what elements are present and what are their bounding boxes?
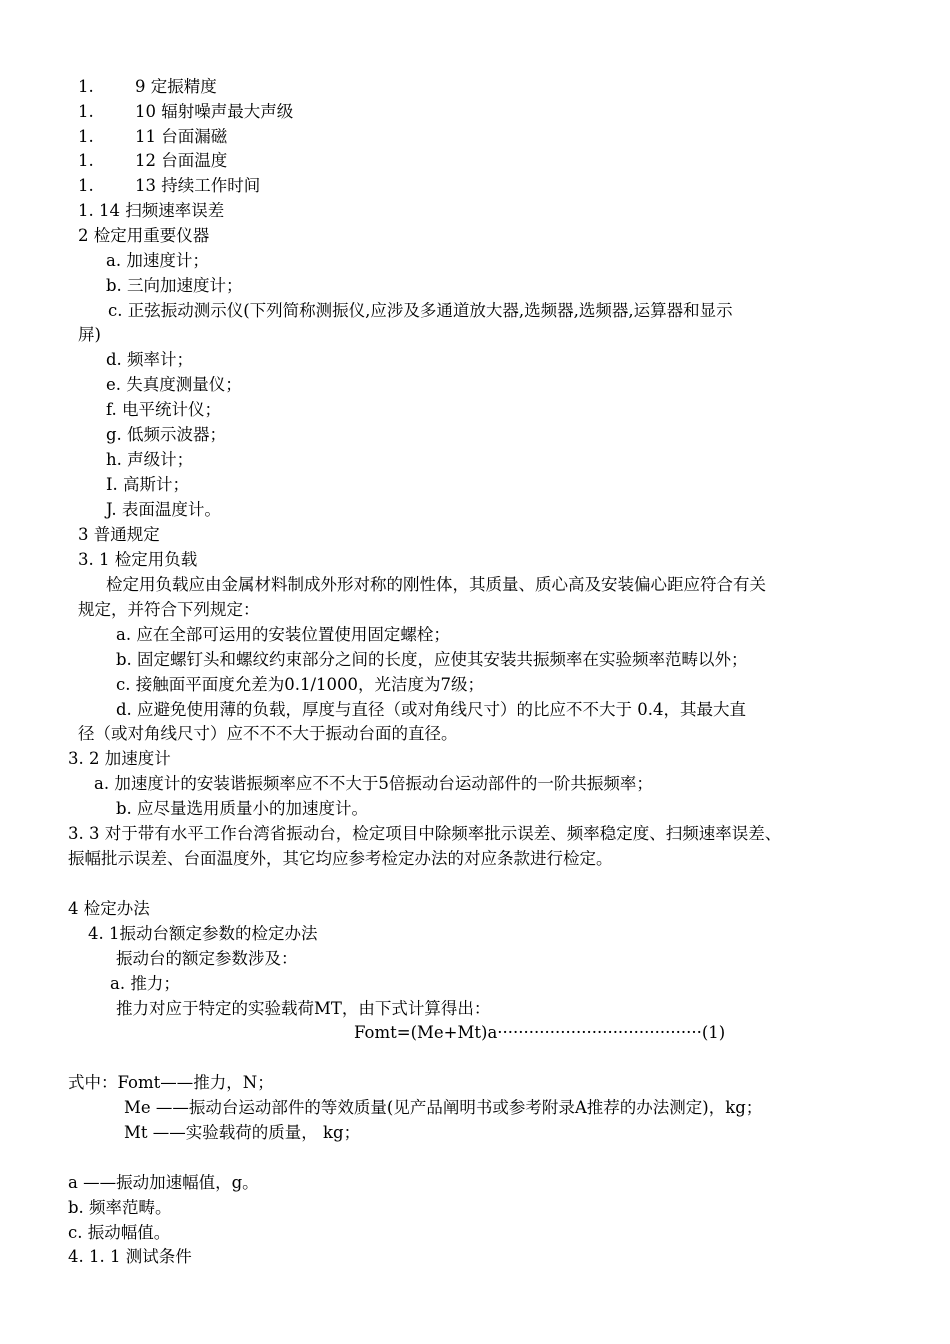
list-item: I. 高斯计； bbox=[106, 475, 190, 494]
list-item: a. 应在全部可运用的安装位置使用固定螺栓； bbox=[116, 625, 450, 644]
list-item: b. 三向加速度计； bbox=[106, 276, 243, 295]
subsection-heading: 3. 1 检定用负载 bbox=[78, 550, 198, 569]
list-item-continuation: 屏) bbox=[78, 325, 101, 344]
list-item: g. 低频示波器； bbox=[106, 425, 227, 444]
list-item: a. 加速度计的安装谐振频率应不不大于5倍振动台运动部件的一阶共振频率； bbox=[94, 774, 653, 793]
list-item: f. 电平统计仪； bbox=[106, 400, 222, 419]
paragraph: 规定，并符合下列规定： bbox=[78, 600, 260, 619]
list-item: a. 推力； bbox=[110, 974, 180, 993]
section-heading: 3 普通规定 bbox=[78, 525, 160, 544]
subsection-heading: 4. 1振动台额定参数的检定办法 bbox=[88, 924, 318, 943]
list-item: a. 加速度计； bbox=[106, 251, 209, 270]
list-item: b. 频率范畴。 bbox=[68, 1198, 172, 1217]
section-heading: 2 检定用重要仪器 bbox=[78, 226, 210, 245]
list-item: 1. 13 持续工作时间 bbox=[78, 176, 261, 195]
formula: Fomt=(Me+Mt)a·······································(1) bbox=[354, 1023, 726, 1042]
list-item: 1. 14 扫频速率误差 bbox=[78, 201, 225, 220]
list-item: h. 声级计； bbox=[106, 450, 194, 469]
list-item: J. 表面温度计。 bbox=[106, 500, 221, 519]
list-item: 1. 9 定振精度 bbox=[78, 77, 217, 96]
paragraph: 3. 3 对于带有水平工作台湾省振动台，检定项目中除频率批示误差、频率稳定度、扫频速率误差、 bbox=[68, 824, 782, 843]
paragraph: 振动台的额定参数涉及： bbox=[116, 949, 298, 968]
list-item: c. 接触面平面度允差为0.1/1000，光洁度为7级； bbox=[116, 675, 485, 694]
formula-legend: Me ——振动台运动部件的等效质量(见产品阐明书或参考附录A推荐的办法测定)，kg； bbox=[124, 1098, 763, 1117]
list-item: 1. 12 台面温度 bbox=[78, 151, 228, 170]
list-item: b. 应尽量选用质量小的加速度计。 bbox=[116, 799, 369, 818]
paragraph: 检定用负载应由金属材料制成外形对称的刚性体，其质量、质心高及安装偏心距应符合有关 bbox=[106, 575, 766, 594]
subsection-heading: 3. 2 加速度计 bbox=[68, 749, 171, 768]
list-item: b. 固定螺钉头和螺纹约束部分之间的长度，应使其安装共振频率在实验频率范畴以外； bbox=[116, 650, 748, 669]
list-item: e. 失真度测量仪； bbox=[106, 375, 242, 394]
section-heading: 4 检定办法 bbox=[68, 899, 150, 918]
list-item: c. 正弦振动测示仪(下列简称测振仪,应涉及多通道放大器,选频器,选频器,运算器和显示 bbox=[108, 301, 733, 320]
list-item: 1. 10 辐射噪声最大声级 bbox=[78, 102, 294, 121]
list-item: d. 应避免使用薄的负载，厚度与直径（或对角线尺寸）的比应不不大于 0.4，其最大直 bbox=[116, 700, 747, 719]
formula-legend: a ——振动加速幅值，g。 bbox=[68, 1173, 259, 1192]
paragraph: 推力对应于特定的实验载荷MT，由下式计算得出： bbox=[116, 999, 491, 1018]
list-item: c. 振动幅值。 bbox=[68, 1223, 171, 1242]
list-item: 1. 11 台面漏磁 bbox=[78, 127, 228, 146]
formula-legend: Mt ——实验载荷的质量， kg； bbox=[124, 1123, 361, 1142]
subsection-heading: 4. 1. 1 测试条件 bbox=[68, 1247, 192, 1266]
formula-legend: 式中：Fomt——推力，N； bbox=[68, 1073, 274, 1092]
paragraph: 振幅批示误差、台面温度外，其它均应参考检定办法的对应条款进行检定。 bbox=[68, 849, 613, 868]
list-item-continuation: 径（或对角线尺寸）应不不不大于振动台面的直径。 bbox=[78, 724, 458, 743]
list-item: d. 频率计； bbox=[106, 350, 194, 369]
